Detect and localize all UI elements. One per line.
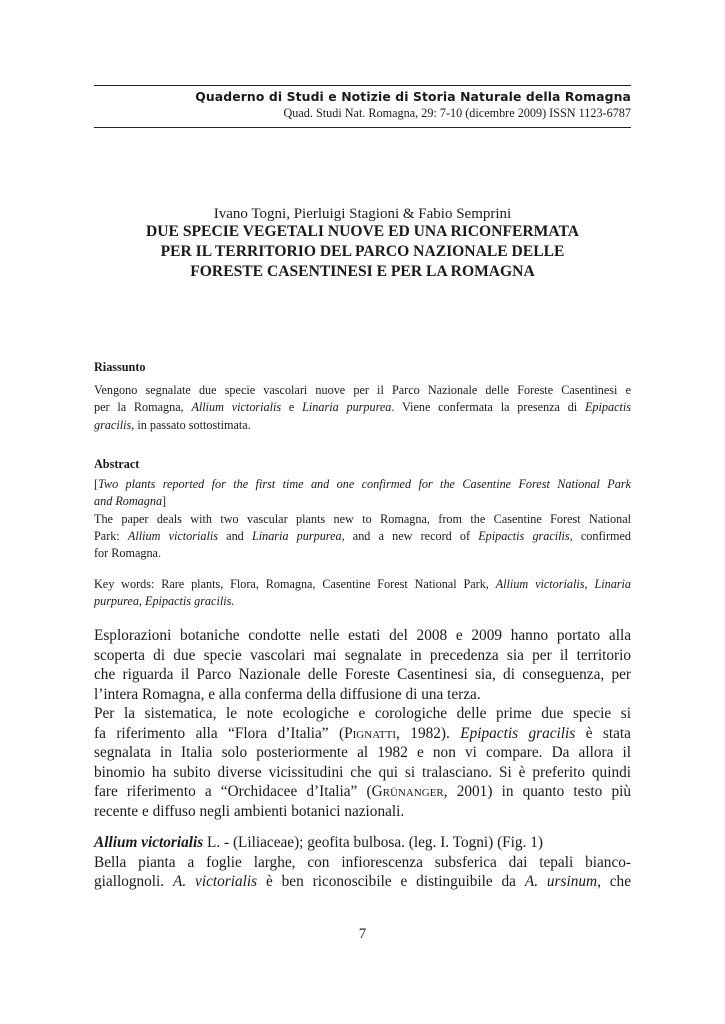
text-line: fare riferimento a “Orchidacee d’Italia” (Grünanger, 2001) in quanto testo più bbox=[94, 783, 631, 801]
header-rule-bottom bbox=[94, 127, 631, 128]
text-line: che riguarda il Parco Nazionale delle Foreste Casentinesi sia, di conseguenza, per bbox=[94, 666, 631, 684]
header-rule-top bbox=[94, 85, 631, 86]
body-paragraph-3 bbox=[94, 833, 631, 892]
title-line: PER IL TERRITORIO DEL PARCO NAZIONALE DELLE bbox=[160, 243, 565, 260]
title-line: DUE SPECIE VEGETALI NUOVE ED UNA RICONFERMATA bbox=[146, 223, 579, 240]
species-name: Epipactis gracilis bbox=[460, 724, 576, 742]
riassunto-text bbox=[94, 382, 631, 434]
text-line: [Two plants reported for the first time and one confirmed for the Casentine Forest National Park bbox=[94, 477, 631, 491]
text-line: Esplorazioni botaniche condotte nelle estati del 2008 e 2009 hanno portato alla bbox=[94, 627, 631, 644]
text-line: gracilis, in passato sottostimata. bbox=[94, 417, 251, 432]
text-line: l’intera Romagna, e alla conferma della diffusione di una terza. bbox=[94, 685, 481, 703]
text-line: The paper deals with two vascular plants new to Romagna, from the Casentine Forest National bbox=[94, 511, 631, 526]
abstract-text bbox=[94, 476, 631, 562]
article-title bbox=[94, 222, 631, 282]
text-line: purpurea, Epipactis gracilis. bbox=[94, 594, 235, 609]
journal-title: Quaderno di Studi e Notizie di Storia Naturale della Romagna bbox=[195, 89, 631, 104]
text-line: segnalata in Italia solo posteriormente al 1982 e non vi compare. Da allora il bbox=[94, 744, 631, 762]
species-name: A. ursinum bbox=[524, 873, 598, 891]
text-line: Key words: Rare plants, Flora, Romagna, Casentine Forest National Park, Allium victorialis, Linaria bbox=[94, 577, 632, 591]
keywords bbox=[94, 576, 631, 611]
species-name: Allium victorialis bbox=[191, 400, 282, 415]
riassunto-heading: Riassunto bbox=[94, 360, 146, 374]
text-line: Park: Allium victorialis and Linaria purpurea, and a new record of Epipactis gracilis, confirmed bbox=[94, 528, 631, 543]
text-line: recente e diffuso negli ambienti botanici nazionali. bbox=[94, 802, 405, 820]
species-name: gracilis bbox=[94, 417, 132, 432]
text-line: fa riferimento alla “Flora d’Italia” (Pignatti, 1982). Epipactis gracilis è stata bbox=[94, 724, 631, 742]
page-number: 7 bbox=[358, 926, 367, 942]
title-line: FORESTE CASENTINESI E PER LA ROMAGNA bbox=[190, 263, 535, 280]
species-name: Allium victorialis bbox=[127, 528, 218, 543]
authors: Ivano Togni, Pierluigi Stagioni & Fabio Semprini bbox=[213, 206, 512, 222]
text-line: and Romagna] bbox=[94, 494, 167, 509]
text-line: Allium victorialis L. - (Liliaceae); geofita bulbosa. (leg. I. Togni) (Fig. 1) bbox=[94, 834, 543, 851]
author-citation: Pignatti bbox=[344, 724, 397, 742]
body-paragraph-1 bbox=[94, 626, 631, 704]
text-line: Per la sistematica, le note ecologiche e corologiche delle prime due specie si bbox=[94, 705, 631, 722]
author-citation: Grünanger bbox=[371, 783, 444, 801]
species-name: Epipactis bbox=[584, 400, 631, 415]
text-line: Vengono segnalate due specie vascolari nuove per il Parco Nazionale delle Foreste Casentinesi e bbox=[94, 383, 631, 397]
journal-reference: Quad. Studi Nat. Romagna, 29: 7-10 (dicembre 2009) ISSN 1123-6787 bbox=[283, 106, 631, 120]
body-paragraph-2 bbox=[94, 704, 631, 822]
species-heading: Allium victorialis bbox=[94, 834, 204, 851]
text-line: giallognoli. A. victorialis è ben riconoscibile e distinguibile da A. ursinum, che bbox=[94, 873, 631, 891]
text-line: scoperta di due specie vascolari mai segnalate in precedenza sia per il territorio bbox=[94, 646, 631, 664]
text-line: binomio ha subito diverse vicissitudini che qui si tralasciano. Si è preferito quindi bbox=[94, 763, 631, 781]
abstract-heading: Abstract bbox=[94, 457, 140, 471]
species-name: Linaria purpurea bbox=[302, 400, 392, 415]
text-line: Bella pianta a foglie larghe, con infiorescenza subsferica dai tepali bianco- bbox=[94, 853, 631, 871]
text-line: per la Romagna, Allium victorialis e Linaria purpurea. Viene confermata la presenza di Epipactis bbox=[94, 400, 631, 415]
species-name: A. victorialis bbox=[173, 873, 258, 891]
text-line: for Romagna. bbox=[94, 546, 162, 561]
species-name: Epipactis gracilis bbox=[478, 528, 570, 543]
species-name: Linaria purpurea bbox=[251, 528, 342, 543]
